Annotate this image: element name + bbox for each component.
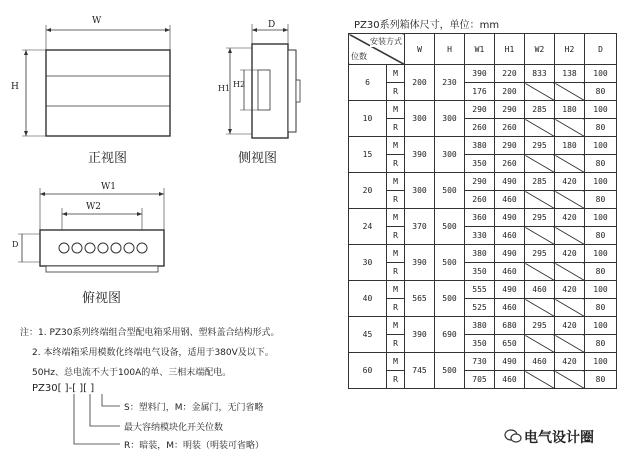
install-type-cell: R bbox=[387, 371, 405, 389]
table-row bbox=[349, 263, 617, 281]
install-type-cell: M bbox=[387, 137, 405, 155]
h-cell: 690 bbox=[435, 317, 465, 353]
install-type-cell: R bbox=[387, 155, 405, 173]
w1-cell: 350 bbox=[465, 335, 495, 353]
h-cell: 500 bbox=[435, 173, 465, 209]
table-row bbox=[349, 245, 617, 263]
dim-label-w2: W2 bbox=[86, 202, 101, 212]
h2-cell bbox=[555, 335, 585, 353]
w1-cell: 380 bbox=[465, 137, 495, 155]
w2-cell: 460 bbox=[525, 353, 555, 371]
w-cell: 300 bbox=[405, 101, 435, 137]
d-cell: 100 bbox=[585, 317, 617, 335]
w1-cell: 330 bbox=[465, 227, 495, 245]
h2-cell: 420 bbox=[555, 353, 585, 371]
h-cell: 500 bbox=[435, 209, 465, 245]
h1-cell: 260 bbox=[495, 155, 525, 173]
h1-cell: 460 bbox=[495, 263, 525, 281]
table-row bbox=[349, 83, 617, 101]
install-type-cell: R bbox=[387, 191, 405, 209]
install-type-cell: M bbox=[387, 281, 405, 299]
w1-cell: 390 bbox=[465, 65, 495, 83]
h-cell: 300 bbox=[435, 137, 465, 173]
positions-cell: 45 bbox=[349, 317, 387, 353]
table-row bbox=[349, 119, 617, 137]
header-positions-label: 位数 bbox=[351, 52, 367, 61]
table-row bbox=[349, 173, 617, 191]
d-cell: 80 bbox=[585, 119, 617, 137]
h-cell: 500 bbox=[435, 281, 465, 317]
w-cell: 745 bbox=[405, 353, 435, 389]
d-cell: 100 bbox=[585, 101, 617, 119]
install-type-cell: M bbox=[387, 353, 405, 371]
note-line-3: 50Hz、总电流不大于100A的单、三相末端配电。 bbox=[32, 368, 232, 378]
positions-cell: 20 bbox=[349, 173, 387, 209]
h1-cell: 490 bbox=[495, 173, 525, 191]
table-row bbox=[349, 353, 617, 371]
h1-cell: 460 bbox=[495, 299, 525, 317]
table-row bbox=[349, 191, 617, 209]
d-cell: 80 bbox=[585, 155, 617, 173]
d-cell: 100 bbox=[585, 137, 617, 155]
h2-cell bbox=[555, 227, 585, 245]
h-cell: 500 bbox=[435, 245, 465, 281]
h1-cell: 490 bbox=[495, 209, 525, 227]
d-cell: 100 bbox=[585, 245, 617, 263]
w-cell: 565 bbox=[405, 281, 435, 317]
d-cell: 80 bbox=[585, 263, 617, 281]
table-title: PZ30系列箱体尺寸，单位：mm bbox=[354, 20, 500, 31]
h1-cell: 460 bbox=[495, 227, 525, 245]
legend-positions: 最大容纳模块化开关位数 bbox=[124, 423, 224, 433]
install-type-cell: M bbox=[387, 65, 405, 83]
d-cell: 80 bbox=[585, 191, 617, 209]
dim-label-d-top: D bbox=[12, 240, 19, 249]
h2-cell bbox=[555, 299, 585, 317]
w-cell: 370 bbox=[405, 209, 435, 245]
w2-cell bbox=[525, 371, 555, 389]
h1-cell: 220 bbox=[495, 65, 525, 83]
w1-cell: 380 bbox=[465, 245, 495, 263]
positions-cell: 6 bbox=[349, 65, 387, 101]
w2-cell: 295 bbox=[525, 137, 555, 155]
column-header: W bbox=[405, 34, 435, 65]
h1-cell: 200 bbox=[495, 83, 525, 101]
h1-cell: 260 bbox=[495, 119, 525, 137]
watermark: 电气设计圈 bbox=[524, 430, 594, 446]
h-cell: 300 bbox=[435, 101, 465, 137]
d-cell: 80 bbox=[585, 299, 617, 317]
h1-cell: 680 bbox=[495, 317, 525, 335]
h1-cell: 490 bbox=[495, 245, 525, 263]
table-row bbox=[349, 137, 617, 155]
install-type-cell: R bbox=[387, 119, 405, 137]
h2-cell bbox=[555, 83, 585, 101]
d-cell: 100 bbox=[585, 353, 617, 371]
h2-cell: 180 bbox=[555, 137, 585, 155]
h2-cell: 420 bbox=[555, 245, 585, 263]
positions-cell: 40 bbox=[349, 281, 387, 317]
w2-cell: 285 bbox=[525, 101, 555, 119]
column-header: H bbox=[435, 34, 465, 65]
legend-install-type: R：暗装，M：明装（明装可省略） bbox=[124, 441, 265, 451]
wechat-icon bbox=[504, 428, 522, 444]
top-view-caption: 俯视图 bbox=[82, 291, 122, 306]
dim-label-h2: H2 bbox=[233, 80, 246, 89]
column-header: W2 bbox=[525, 34, 555, 65]
positions-cell: 30 bbox=[349, 245, 387, 281]
d-cell: 80 bbox=[585, 227, 617, 245]
dim-label-w1: W1 bbox=[101, 182, 116, 192]
h2-cell bbox=[555, 263, 585, 281]
table-row bbox=[349, 65, 617, 83]
dim-label-h: H bbox=[11, 82, 19, 92]
install-type-cell: R bbox=[387, 83, 405, 101]
w1-cell: 290 bbox=[465, 101, 495, 119]
header-install-label: 安装方式 bbox=[370, 37, 402, 46]
h2-cell: 420 bbox=[555, 173, 585, 191]
d-cell: 100 bbox=[585, 173, 617, 191]
header-corner-cell bbox=[349, 34, 405, 65]
install-type-cell: R bbox=[387, 227, 405, 245]
install-type-cell: M bbox=[387, 209, 405, 227]
install-type-cell: R bbox=[387, 263, 405, 281]
install-type-cell: M bbox=[387, 101, 405, 119]
table-row bbox=[349, 335, 617, 353]
w2-cell: 285 bbox=[525, 173, 555, 191]
model-code: PZ30[ ]-[ ][ ] bbox=[32, 383, 95, 394]
d-cell: 80 bbox=[585, 83, 617, 101]
table-row bbox=[349, 155, 617, 173]
legend-door-type: S：塑料门，M：金属门，无门省略 bbox=[124, 403, 264, 413]
front-view-drawing bbox=[10, 20, 210, 150]
positions-cell: 15 bbox=[349, 137, 387, 173]
note-line-1: 注：1. PZ30系列终端组合型配电箱采用钢、塑料盖合结构形式。 bbox=[20, 328, 280, 338]
w2-cell bbox=[525, 263, 555, 281]
table-header-row bbox=[349, 34, 617, 65]
w1-cell: 730 bbox=[465, 353, 495, 371]
h1-cell: 460 bbox=[495, 371, 525, 389]
w2-cell bbox=[525, 335, 555, 353]
table-row bbox=[349, 209, 617, 227]
h-cell: 230 bbox=[435, 65, 465, 101]
h2-cell: 138 bbox=[555, 65, 585, 83]
dimension-table bbox=[348, 33, 617, 389]
h1-cell: 490 bbox=[495, 281, 525, 299]
dim-label-w: W bbox=[92, 16, 102, 26]
install-type-cell: R bbox=[387, 299, 405, 317]
w1-cell: 360 bbox=[465, 209, 495, 227]
table-row bbox=[349, 281, 617, 299]
positions-cell: 60 bbox=[349, 353, 387, 389]
note-line-2: 2. 本终端箱采用模数化终端电气设备，适用于380V及以下。 bbox=[32, 348, 274, 358]
side-view-drawing bbox=[210, 18, 320, 148]
w2-cell: 295 bbox=[525, 317, 555, 335]
w1-cell: 290 bbox=[465, 173, 495, 191]
h-cell: 500 bbox=[435, 353, 465, 389]
h2-cell: 420 bbox=[555, 317, 585, 335]
table-row bbox=[349, 317, 617, 335]
h2-cell: 420 bbox=[555, 281, 585, 299]
top-view-drawing bbox=[12, 180, 182, 280]
w1-cell: 176 bbox=[465, 83, 495, 101]
positions-cell: 24 bbox=[349, 209, 387, 245]
d-cell: 100 bbox=[585, 65, 617, 83]
install-type-cell: M bbox=[387, 245, 405, 263]
w2-cell bbox=[525, 119, 555, 137]
h2-cell bbox=[555, 155, 585, 173]
w-cell: 390 bbox=[405, 137, 435, 173]
h1-cell: 290 bbox=[495, 101, 525, 119]
h1-cell: 290 bbox=[495, 137, 525, 155]
w2-cell bbox=[525, 83, 555, 101]
d-cell: 100 bbox=[585, 281, 617, 299]
w1-cell: 260 bbox=[465, 191, 495, 209]
d-cell: 80 bbox=[585, 335, 617, 353]
h1-cell: 650 bbox=[495, 335, 525, 353]
h2-cell: 180 bbox=[555, 101, 585, 119]
w2-cell: 833 bbox=[525, 65, 555, 83]
w2-cell: 460 bbox=[525, 281, 555, 299]
w2-cell bbox=[525, 191, 555, 209]
h1-cell: 490 bbox=[495, 353, 525, 371]
h2-cell bbox=[555, 119, 585, 137]
column-header: W1 bbox=[465, 34, 495, 65]
h1-cell: 460 bbox=[495, 191, 525, 209]
w2-cell bbox=[525, 155, 555, 173]
table-row bbox=[349, 227, 617, 245]
install-type-cell: M bbox=[387, 173, 405, 191]
h2-cell: 420 bbox=[555, 209, 585, 227]
w-cell: 300 bbox=[405, 173, 435, 209]
w1-cell: 350 bbox=[465, 263, 495, 281]
w2-cell bbox=[525, 299, 555, 317]
d-cell: 80 bbox=[585, 371, 617, 389]
w1-cell: 260 bbox=[465, 119, 495, 137]
w-cell: 390 bbox=[405, 317, 435, 353]
front-view-caption: 正视图 bbox=[88, 151, 128, 166]
w1-cell: 350 bbox=[465, 155, 495, 173]
w1-cell: 705 bbox=[465, 371, 495, 389]
install-type-cell: R bbox=[387, 335, 405, 353]
w2-cell: 295 bbox=[525, 209, 555, 227]
w-cell: 390 bbox=[405, 245, 435, 281]
w1-cell: 380 bbox=[465, 317, 495, 335]
w-cell: 200 bbox=[405, 65, 435, 101]
column-header: H1 bbox=[495, 34, 525, 65]
table-row bbox=[349, 371, 617, 389]
table-row bbox=[349, 299, 617, 317]
d-cell: 100 bbox=[585, 209, 617, 227]
side-view-caption: 侧视图 bbox=[238, 151, 278, 166]
positions-cell: 10 bbox=[349, 101, 387, 137]
column-header: H2 bbox=[555, 34, 585, 65]
table-row bbox=[349, 101, 617, 119]
h2-cell bbox=[555, 191, 585, 209]
column-header: D bbox=[585, 34, 617, 65]
install-type-cell: M bbox=[387, 317, 405, 335]
h2-cell bbox=[555, 371, 585, 389]
w1-cell: 525 bbox=[465, 299, 495, 317]
w1-cell: 555 bbox=[465, 281, 495, 299]
dim-label-d: D bbox=[268, 20, 276, 30]
w2-cell bbox=[525, 227, 555, 245]
w2-cell: 295 bbox=[525, 245, 555, 263]
dim-label-h1: H1 bbox=[218, 84, 231, 93]
